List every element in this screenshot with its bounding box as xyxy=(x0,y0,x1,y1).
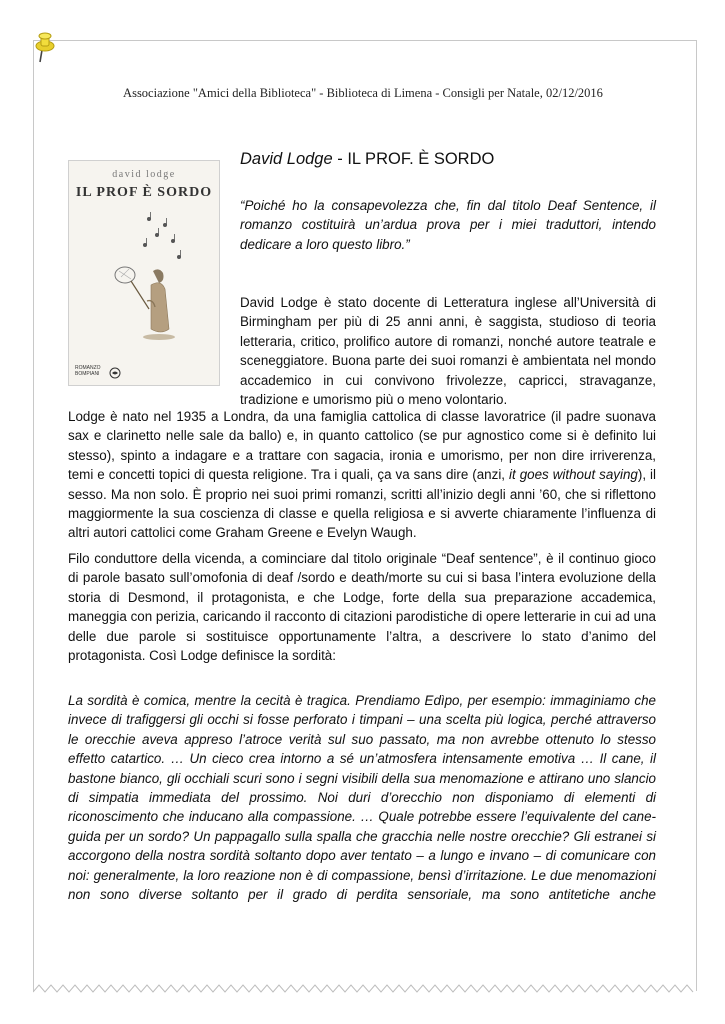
cover-illustration xyxy=(69,205,219,355)
paragraph-excerpt: La sordità è comica, mentre la cecità è tragica. Prendiamo Edìpo, per esempio: immaginiamo che invece di trafiggersi gli occhi si fosse perforato i timpani – una scelta più logica, perché attraverso le orecchie aveva appreso l’atroce verità sul suo passato, ma non avrebbe ottenuto lo stesso effetto catartico. … Un cieco crea intorno a sé un’atmosfera intensamente emotiva … Il cane, il bastone bianco, gli occhiali scuri sono i segni visibili della sua menomazione e attirano uno slancio di simpatia immediata del prossimo. Noi duri d’orecchio non disponiamo di elementi di riconoscimento che inducano alla compassione. … Quale potrebbe essere l’equivalente del cane-guida per un sordo? Un pappagallo sulla spalla che gracchia nelle nostre orecchie? Gli estranei si accorgono della nostra sordità soltanto dopo aver tentato – a lungo e invano – di comunicare con noi: generalmente, la loro reazione non è di compassione, bensì d’irritazione. Le due menomazioni non sono diverse soltanto per il grado di perdita sensoriale, ma sono antitetiche anche xyxy=(68,693,656,903)
publisher-logo-icon xyxy=(109,367,121,379)
paragraph-text: Lodge è nato nel 1935 a Londra, da una famiglia cattolica di classe lavoratrice (il padre suonava sax e clarinetto nelle sale da ballo) e, in quanto cattolico (se pur agnostico come si è definito lui stesso), spinto a indagare e a trattare con sagacia, ironia e umorismo, per non dire irriverenza, temi e concetti topici di questa religione. Tra i quali, ça va sans dire (anzi, xyxy=(68,409,656,483)
epigraph-quote: “Poiché ho la consapevolezza che, fin dal titolo Deaf Sentence, il romanzo costituirà un’ardua prova per i miei traduttori, intendo dedicare a loro questo libro.” xyxy=(240,198,656,252)
cover-author: david lodge xyxy=(112,169,176,180)
pushpin-icon xyxy=(24,28,64,68)
author-bio-paragraph: David Lodge è stato docente di Letteratura inglese all’Università di Birmingham per più di 25 anni anni, è saggista, studioso di teoria letteraria, critico, prolifico autore di romanzi, nonché autore teatrale e sceneggiatore. Buona parte dei suoi romanzi è ambientata nel mondo accademico in cui convivono frivolezze, capricci, stravaganze, tradizione e umorismo più o meno volontario. xyxy=(240,295,656,408)
italic-phrase: it goes without saying xyxy=(509,467,638,483)
torn-edge-divider xyxy=(33,982,695,996)
paragraph-text: ), il sesso. Ma non solo. È proprio nei suoi primi romanzi, scritti all’inizio degli anni ’60, che si riflettono maggiormente la sua coscienza di classe e quella religiosa e si avverte chiaramente l’influenza di altri autori cattolici come Graham Greene e Evelyn Waugh. xyxy=(68,467,656,541)
paragraph-biography xyxy=(68,407,656,543)
book-title: IL PROF. È SORDO xyxy=(347,150,495,168)
article-title xyxy=(240,150,494,169)
title-separator: - xyxy=(332,150,348,168)
cover-title: IL PROF È SORDO xyxy=(75,185,213,200)
cover-publisher: ROMANZO BOMPIANI xyxy=(75,365,101,377)
book-cover-image xyxy=(68,160,220,386)
document-header: Associazione "Amici della Biblioteca" - Biblioteca di Limena - Consigli per Natale, 02/12/2016 xyxy=(123,86,603,100)
paragraph-plot: Filo conduttore della vicenda, a cominciare dal titolo originale “Deaf sentence”, è il continuo gioco di parole basato sull’omofonia di deaf /sordo e death/morte su cui si basa l’intera evoluzione della storia di Desmond, il protagonista, e che Lodge, forte della sua preparazione accademica, maneggia con perizia, caricando il racconto di citazioni parodistiche di opere letterarie in cui ad una delle due parole si sostituisce opportunamente l’altra, a descrivere lo stato d’animo del protagonista. Così Lodge definisce la sordità: xyxy=(68,551,656,664)
article-author: David Lodge xyxy=(240,150,333,168)
